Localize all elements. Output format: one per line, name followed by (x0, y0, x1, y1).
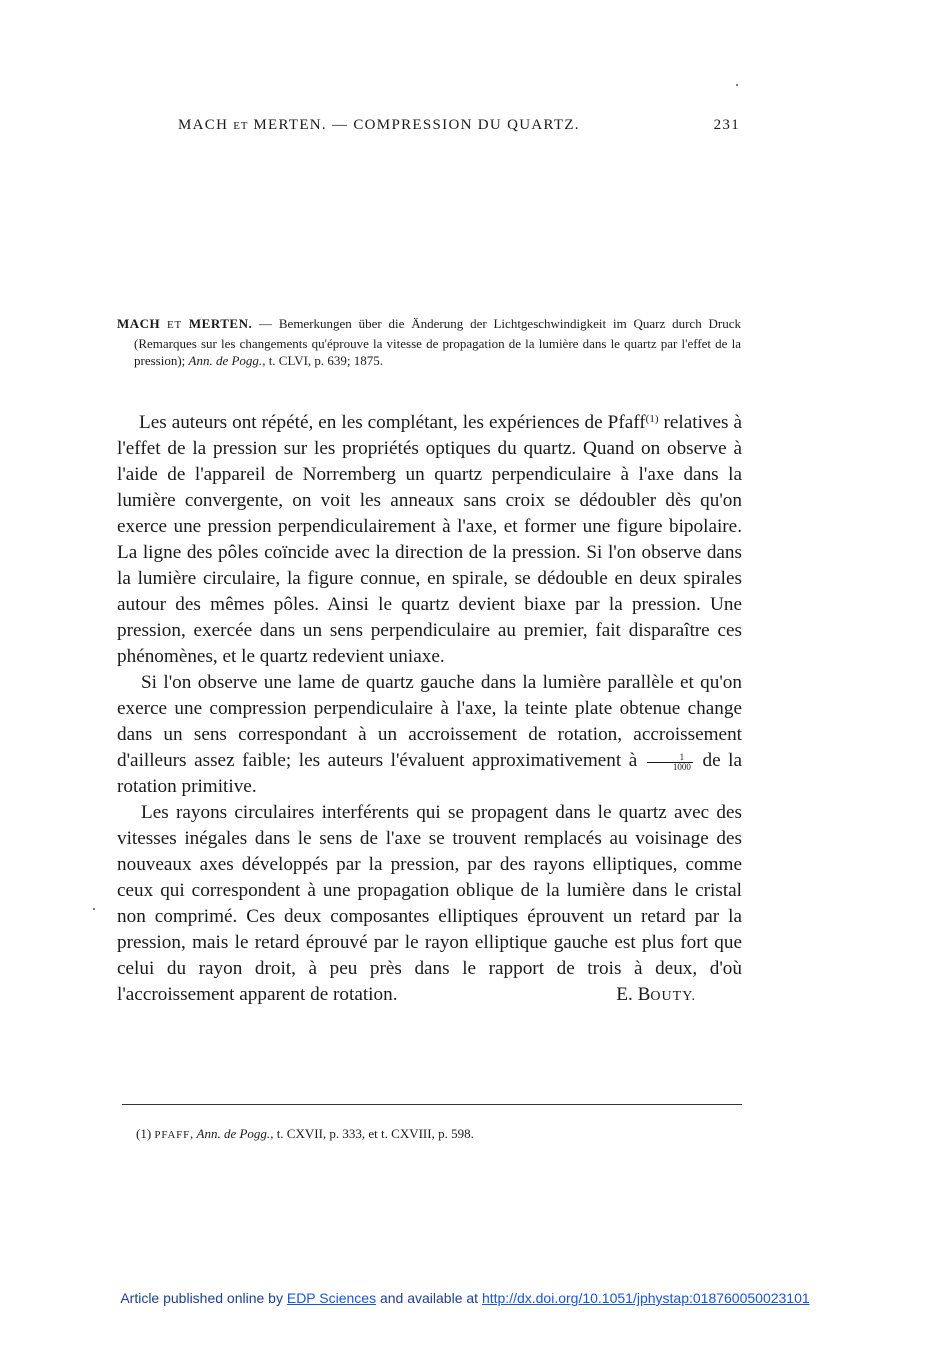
publication-footer: Article published online by EDP Sciences and available at http://dx.doi.org/10.1051/jphystap:018760050023101 (120, 1290, 810, 1306)
doi-link[interactable]: http://dx.doi.org/10.1051/jphystap:018760050023101 (481, 1290, 810, 1306)
reference-authors: MACH (117, 316, 161, 331)
running-title: MACH ET MERTEN. — COMPRESSION DU QUARTZ. (178, 117, 580, 133)
reference-journal: Ann. de Pogg. (188, 353, 263, 368)
print-speck (736, 84, 738, 86)
reference-text: — Bemerkungen über die Änderung der Lichtgeschwindigkeit im Quarz durch Druck (Remarques sur les changements qu'éprouve la vitesse de propagation de la lumière dans le quartz par l'effet de la pression); (134, 316, 741, 368)
paragraph: Les auteurs ont répété, en les complétant, les expériences de Pfaff$^{(1)}$ relatives à l'effet de la pression sur les propriétés optiques du quartz. Quand on observe à l'aide de l'appareil de Norremberg un quartz perpendiculaire à l'axe dans la lumière convergente, on voit les anneaux sans croix se dédoubler dès qu'on exerce une pression perpendiculairement à l'axe, et former une figure bipolaire. La ligne des pôles coïncide avec la direction de la pression. Si l'on observe dans la lumière circulaire, la figure connue, en spirale, se dédouble en deux spirales autour des mêmes pôles. Ainsi le quartz devient biaxe par la pression. Une pression, exercée dans un sens perpendiculaire au premier, fait disparaître ces phénomènes, et le quartz redevient uniaxe. (117, 412, 742, 667)
footnote-ref: (1) (645, 413, 659, 425)
paragraph: Si l'on observe une lame de quartz gauche dans la lumière parallèle et qu'on exerce une compression perpendiculaire à l'axe, la teinte plate obtenue change dans un sens correspondant à un accroissement de rotation, accroissement d'ailleurs assez faible; les auteurs l'évaluent approximativement à $\frac{1}{1000}$ de la rotation primitive. (117, 672, 743, 797)
author-signature: E. BOUTY. (616, 984, 696, 1005)
fraction: $\frac{1}{1000}$ (647, 753, 693, 772)
article-body (117, 406, 742, 1010)
publisher-link[interactable]: EDP Sciences (286, 1290, 377, 1306)
bibliographic-reference: MACH ET MERTEN. — Bemerkungen über die Änderung der Lichtgeschwindigkeit im Quarz durch Druck (Remarques sur les changements qu'éprouve la vitesse de propagation de la lumière dans le quartz par l'effet de la pression); Ann. de Pogg., t. CLVI, p. 639; 1875. (117, 316, 741, 368)
footnote: (1) PFAFF, Ann. de Pogg., t. CXVII, p. 333, et t. CXVIII, p. 598. (136, 1126, 474, 1141)
footnote-divider (122, 1104, 742, 1105)
paragraph: Les rayons circulaires interférents qui se propagent dans le quartz avec des vitesses inégales dans le sens de l'axe se trouvent remplacés au voisinage des nouveaux axes développés par la pression, par des rayons elliptiques, comme ceux qui correspondent à une propagation oblique de la lumière dans le cristal non comprimé. Ces deux composantes elliptiques éprouvent un retard par la pression, mais le retard éprouvé par le rayon elliptique gauche est plus fort que celui du rayon droit, à peu près dans le rapport de trois à deux, d'où l'accroissement apparent de rotation. E. BOUTY. (117, 800, 742, 1008)
page-number: 231 (713, 117, 740, 133)
print-speck (93, 908, 95, 910)
